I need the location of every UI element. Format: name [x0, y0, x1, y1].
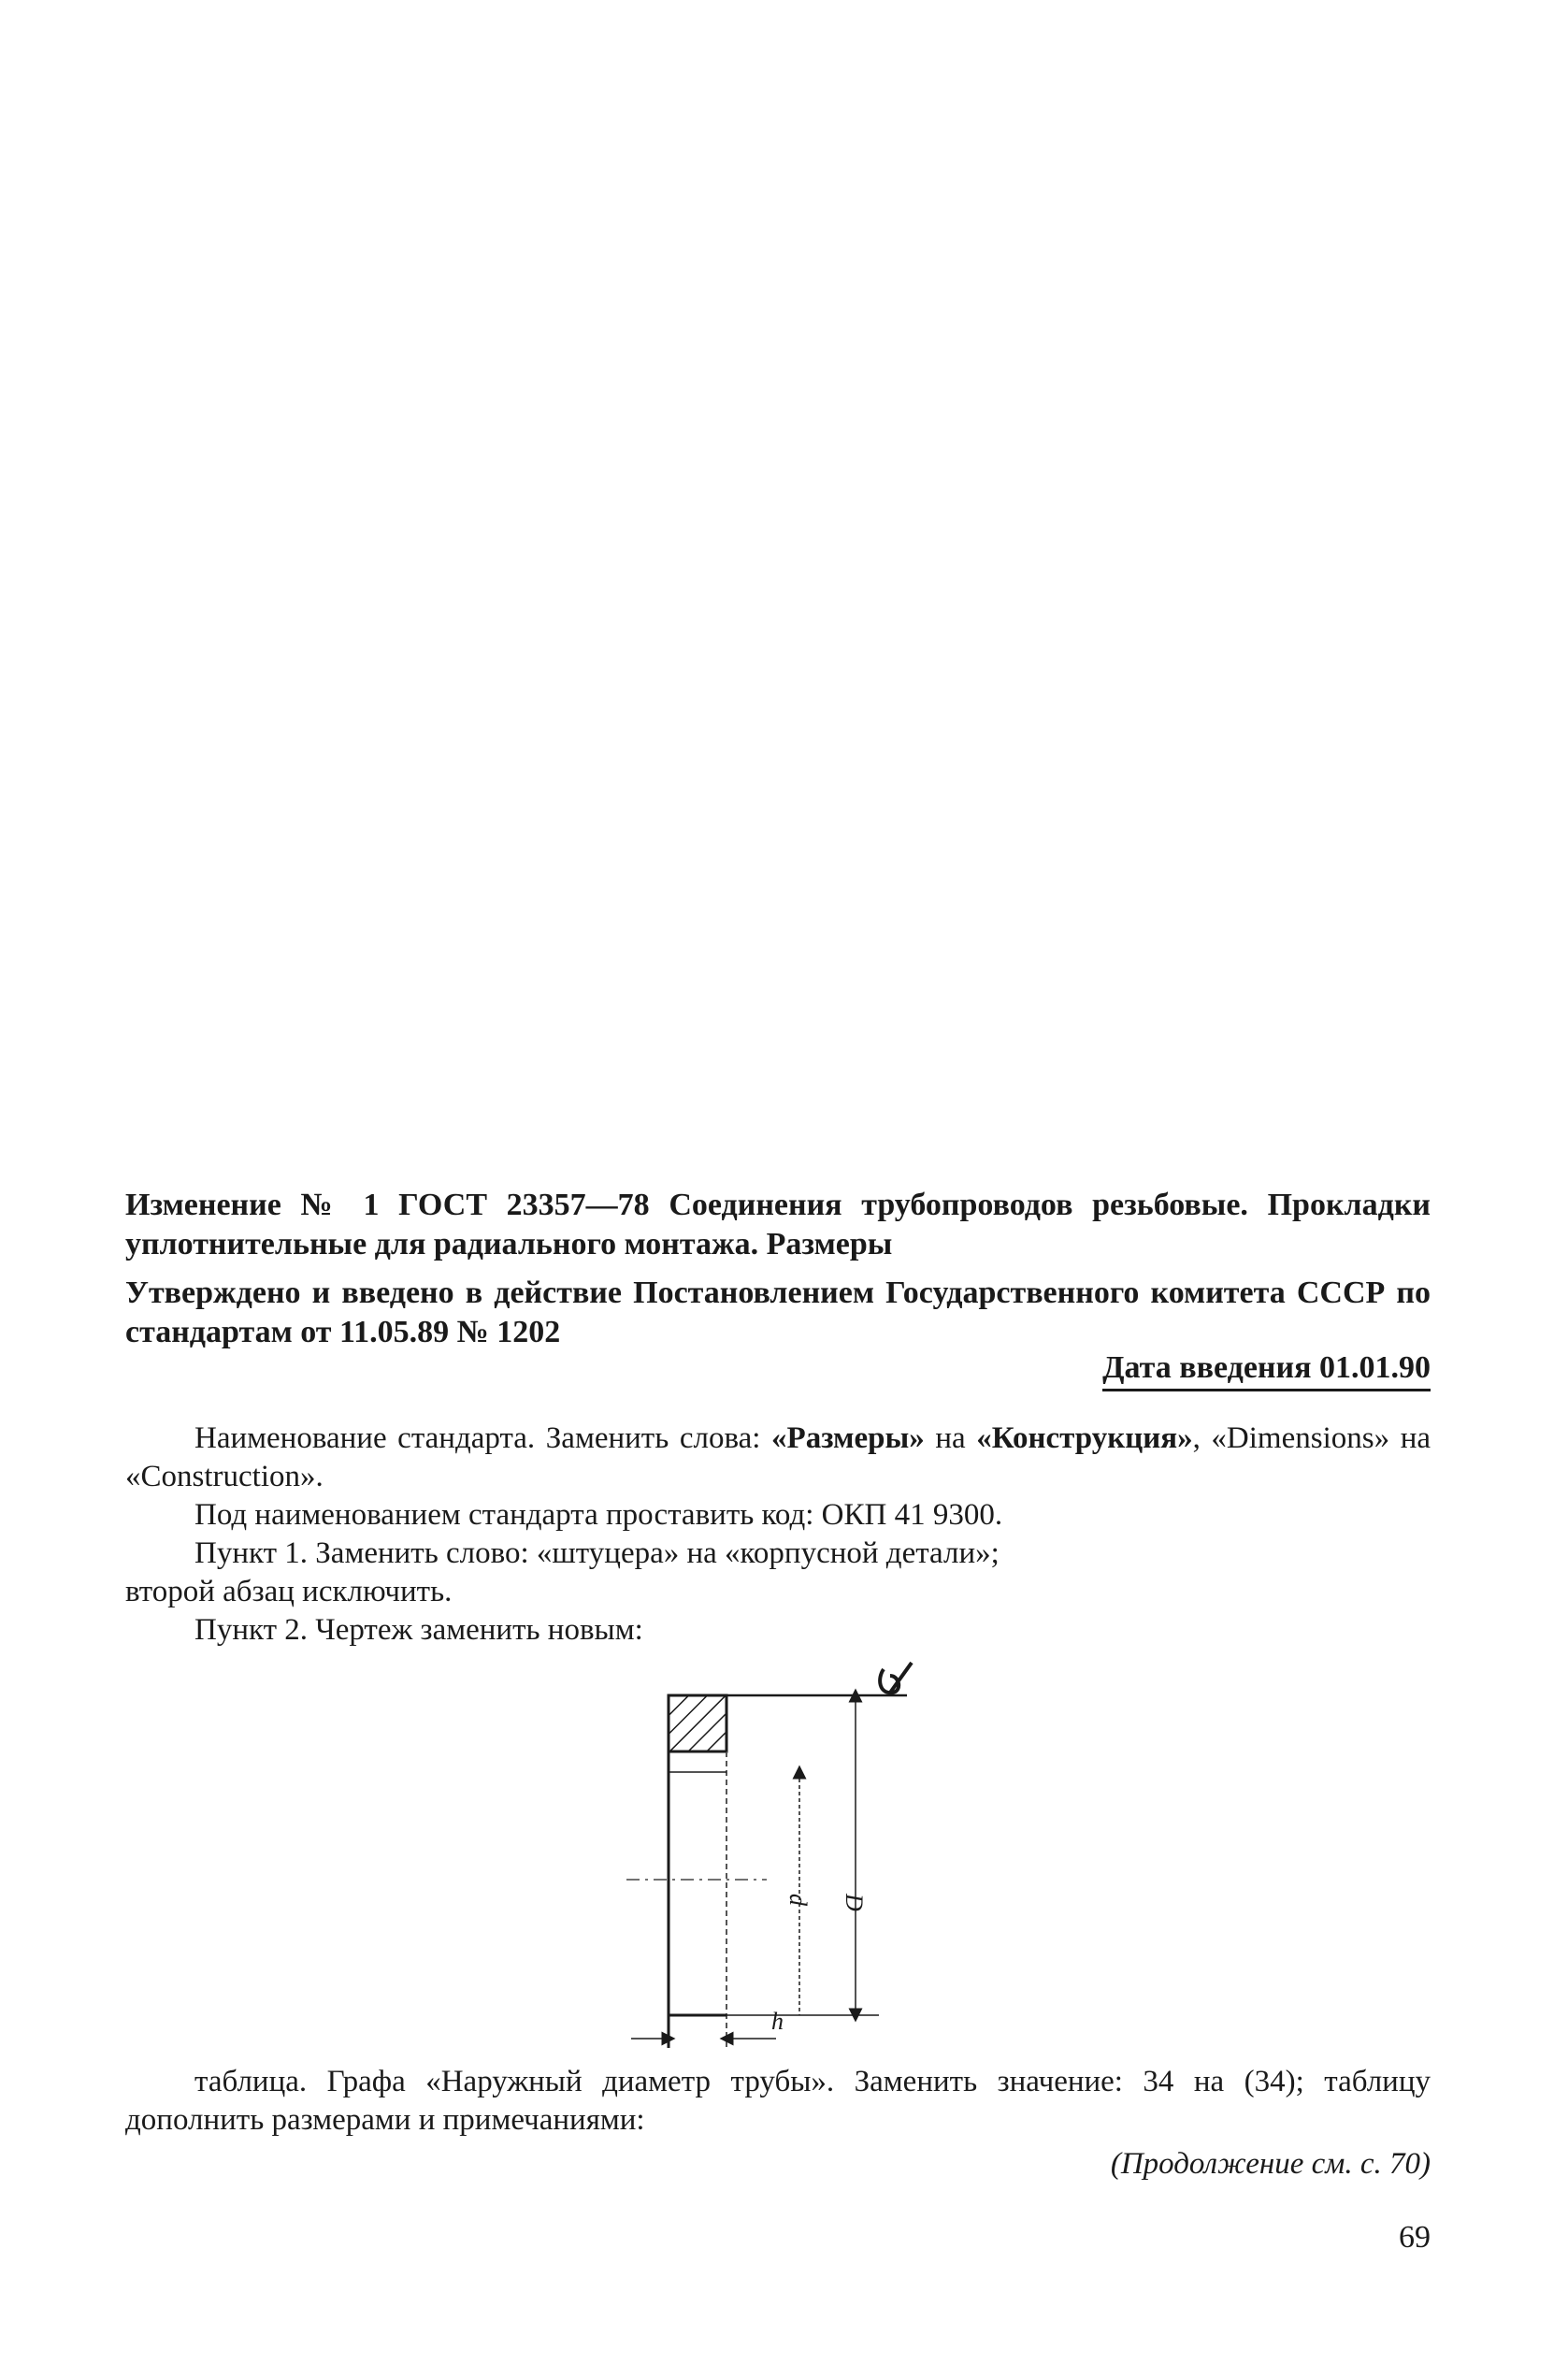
change-title: Изменение № 1 ГОСТ 23357—78 Соединения трубопроводов резьбовые. Прокладки уплотнительные для радиального монтажа. Размеры	[125, 1188, 1431, 1261]
roughness-sign-icon	[880, 1663, 912, 1693]
approval-statement: Утверждено и введено в действие Постановлением Государственного комитета СССР по стандартам от 11.05.89 № 1202	[125, 1276, 1431, 1349]
paragraph-standard-name	[125, 1420, 1431, 1496]
p1-tail: , «Dimensions» на «Construction».	[125, 1421, 1431, 1493]
effective-date-label: Дата введения	[1102, 1350, 1312, 1385]
effective-date	[1102, 1348, 1431, 1391]
gasket-drawing	[598, 1655, 935, 2048]
page-number: 69	[1399, 2220, 1431, 2255]
dim-D-label: D	[841, 1894, 868, 1911]
dim-d-label: d	[784, 1894, 812, 1906]
p1-intro: Наименование стандарта. Заменить слова:	[194, 1421, 772, 1455]
p1-mid: на	[924, 1421, 977, 1455]
effective-date-value: 01.01.90	[1319, 1350, 1431, 1385]
line-item-1: Пункт 1. Заменить слово: «штуцера» на «корпусной детали»;	[194, 1536, 1000, 1570]
paragraph-table-change: таблица. Графа «Наружный диаметр трубы». Заменить значение: 34 на (34); таблицу дополнить размерами и примечаниями:	[125, 2065, 1431, 2137]
line-item-2: Пункт 2. Чертеж заменить новым:	[194, 1613, 643, 1647]
dim-h-label: h	[771, 2008, 784, 2035]
gasket-section	[669, 1695, 726, 1751]
continuation-note: (Продолжение см. с. 70)	[1110, 2147, 1431, 2181]
line-okp-code: Под наименованием стандарта проставить код: ОКП 41 9300.	[194, 1498, 1003, 1532]
p1-word-old: «Размеры»	[771, 1421, 925, 1455]
line-item-1-cont: второй абзац исключить.	[125, 1575, 453, 1608]
p1-word-new: «Конструкция»	[976, 1421, 1193, 1455]
